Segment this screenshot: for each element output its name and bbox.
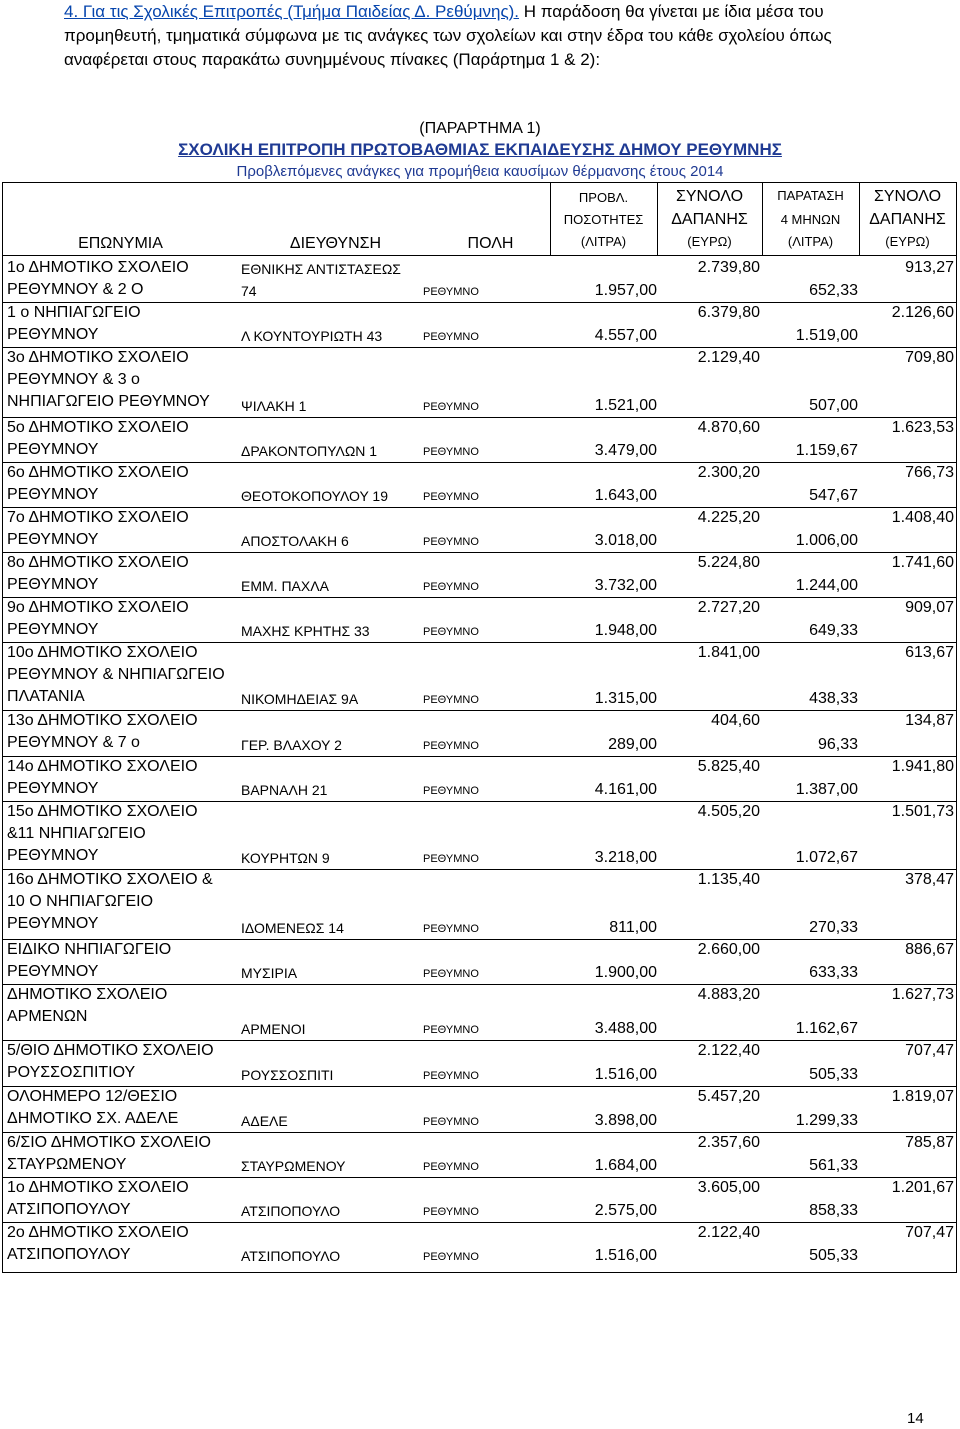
row-extension: 1.519,00 <box>795 327 858 344</box>
row-address-line: ΜΥΣΙΡΙΑ <box>241 965 298 981</box>
header-ext-1: ΠΑΡΑΤΑΣΗ <box>777 188 844 203</box>
row-city: ΡΕΘΥΜΝΟ <box>423 536 479 548</box>
row-name-line: 15ο ΔΗΜΟΤΙΚΟ ΣΧΟΛΕΙΟ <box>7 803 198 820</box>
row-name-line: ΡΕΘΥΜΝΟΥ <box>7 780 99 797</box>
row-address-line: ΘΕΟΤΟΚΟΠΟΥΛΟΥ 19 <box>241 488 388 504</box>
row-cost: 2.727,20 <box>697 599 760 616</box>
header-ext-3: (ΛΙΤΡΑ) <box>787 234 834 249</box>
row-total: 709,80 <box>905 349 954 366</box>
row-cost: 2.739,80 <box>697 259 760 276</box>
row-quantity: 1.643,00 <box>594 487 657 504</box>
row-name-line: ΡΕΘΥΜΝΟΥ <box>7 963 99 980</box>
row-address-line: ΕΜΜ. ΠΑΧΛΑ <box>241 578 329 594</box>
row-cost: 4.505,20 <box>697 803 760 820</box>
row-total: 1.408,40 <box>891 509 954 526</box>
row-quantity: 3.018,00 <box>594 532 657 549</box>
row-total: 1.623,53 <box>891 419 954 436</box>
table-title: ΣΧΟΛΙΚΗ ΕΠΙΤΡΟΠΗ ΠΡΩΤΟΒΑΘΜΙΑΣ ΕΚΠΑΙΔΕΥΣΗΣ ΔΗΜΟΥ ΡΕΘΥΜΝΗΣ <box>178 140 782 159</box>
row-city: ΡΕΘΥΜΝΟ <box>423 446 479 458</box>
row-name-line: ΡΕΘΥΜΝΟΥ <box>7 486 99 503</box>
intro-line-3: αναφέρεται στους παρακάτω συνημμένους πίνακες (Παράρτημα 1 & 2): <box>64 50 601 69</box>
row-name-line: 1 ο ΝΗΠΙΑΓΩΓΕΙΟ <box>7 304 141 321</box>
row-cost: 5.224,80 <box>697 554 760 571</box>
row-cost: 2.129,40 <box>697 349 760 366</box>
header-total-1: ΣΥΝΟΛΟ <box>873 188 942 205</box>
row-quantity: 4.557,00 <box>594 327 657 344</box>
row-cost: 1.135,40 <box>697 871 760 888</box>
row-extension: 1.244,00 <box>795 577 858 594</box>
row-city: ΡΕΘΥΜΝΟ <box>423 923 479 935</box>
row-address-line: ΑΤΣΙΠΟΠΟΥΛΟ <box>241 1203 341 1219</box>
row-name-line: 2ο ΔΗΜΟΤΙΚΟ ΣΧΟΛΕΙΟ <box>7 1224 189 1241</box>
row-name-line: 14ο ΔΗΜΟΤΙΚΟ ΣΧΟΛΕΙΟ <box>7 758 198 775</box>
row-name-line: ΕΙΔΙΚΟ ΝΗΠΙΑΓΩΓΕΙΟ <box>7 941 172 958</box>
row-cost: 4.225,20 <box>697 509 760 526</box>
row-city: ΡΕΘΥΜΝΟ <box>423 740 479 752</box>
row-name-line: 5/ΘΙΟ ΔΗΜΟΤΙΚΟ ΣΧΟΛΕΙΟ <box>7 1042 214 1059</box>
row-cost: 2.122,40 <box>697 1042 760 1059</box>
row-quantity: 3.218,00 <box>594 849 657 866</box>
row-address-line: ΝΙΚΟΜΗΔΕΙΑΣ 9Α <box>241 691 359 707</box>
row-city: ΡΕΘΥΜΝΟ <box>423 694 479 706</box>
row-name-line: 3ο ΔΗΜΟΤΙΚΟ ΣΧΟΛΕΙΟ <box>7 349 189 366</box>
row-address-line: ΚΟΥΡΗΤΩΝ 9 <box>241 850 330 866</box>
row-name-line: ΡΕΘΥΜΝΟΥ & 2 Ο <box>7 281 144 298</box>
row-name-line: ΝΗΠΙΑΓΩΓΕΙΟ ΡΕΘΥΜΝΟΥ <box>7 393 210 410</box>
row-total: 378,47 <box>905 871 954 888</box>
header-qty-1: ΠΡΟΒΛ. <box>578 190 629 205</box>
row-city: ΡΕΘΥΜΝΟ <box>423 1070 479 1082</box>
row-total: 1.819,07 <box>891 1088 954 1105</box>
row-total: 707,47 <box>905 1042 954 1059</box>
row-cost: 2.300,20 <box>697 464 760 481</box>
row-name-line: ΡΕΘΥΜΝΟΥ <box>7 621 99 638</box>
row-total: 909,07 <box>905 599 954 616</box>
row-extension: 1.072,67 <box>795 849 858 866</box>
row-name-line: 7ο ΔΗΜΟΤΙΚΟ ΣΧΟΛΕΙΟ <box>7 509 189 526</box>
row-city: ΡΕΘΥΜΝΟ <box>423 1251 479 1263</box>
row-quantity: 811,00 <box>609 919 657 936</box>
row-extension: 507,00 <box>809 397 858 414</box>
header-address: ΔΙΕΥΘΥΝΣΗ <box>289 235 382 252</box>
row-total: 766,73 <box>905 464 954 481</box>
row-address-line: ΜΑΧΗΣ ΚΡΗΤΗΣ 33 <box>241 623 370 639</box>
row-city: ΡΕΘΥΜΝΟ <box>423 968 479 980</box>
row-quantity: 4.161,00 <box>594 781 657 798</box>
row-extension: 1.159,67 <box>795 442 858 459</box>
row-extension: 1.299,33 <box>795 1112 858 1129</box>
row-name-line: 10ο ΔΗΜΟΤΙΚΟ ΣΧΟΛΕΙΟ <box>7 644 198 661</box>
header-total-3: (ΕΥΡΩ) <box>885 234 930 249</box>
row-cost: 3.605,00 <box>697 1179 760 1196</box>
row-city: ΡΕΘΥΜΝΟ <box>423 581 479 593</box>
row-quantity: 289,00 <box>608 736 657 753</box>
row-extension: 505,33 <box>809 1247 858 1264</box>
row-city: ΡΕΘΥΜΝΟ <box>423 286 479 298</box>
row-name-line: ΑΤΣΙΠΟΠΟΥΛΟΥ <box>7 1201 131 1218</box>
row-quantity: 1.957,00 <box>594 282 657 299</box>
row-cost: 2.357,60 <box>697 1134 760 1151</box>
row-quantity: 1.900,00 <box>594 964 657 981</box>
row-extension: 561,33 <box>809 1157 858 1174</box>
row-address-line: ΑΤΣΙΠΟΠΟΥΛΟ <box>241 1248 341 1264</box>
row-address-line: ΓΕΡ. ΒΛΑΧΟΥ 2 <box>241 737 342 753</box>
row-name-line: 13ο ΔΗΜΟΤΙΚΟ ΣΧΟΛΕΙΟ <box>7 712 198 729</box>
row-address-line: 74 <box>241 283 257 299</box>
row-extension: 1.387,00 <box>795 781 858 798</box>
row-cost: 4.883,20 <box>697 986 760 1003</box>
row-name-line: ΠΛΑΤΑΝΙΑ <box>7 688 85 705</box>
row-quantity: 1.684,00 <box>594 1157 657 1174</box>
row-city: ΡΕΘΥΜΝΟ <box>423 1206 479 1218</box>
row-quantity: 1.516,00 <box>594 1066 657 1083</box>
row-address-line: ΒΑΡΝΑΛΗ 21 <box>241 782 328 798</box>
row-total: 134,87 <box>905 712 954 729</box>
row-quantity: 3.898,00 <box>594 1112 657 1129</box>
row-cost: 5.457,20 <box>697 1088 760 1105</box>
row-quantity: 3.479,00 <box>594 442 657 459</box>
row-address-line: ΑΠΟΣΤΟΛΑΚΗ 6 <box>241 533 349 549</box>
row-cost: 5.825,40 <box>697 758 760 775</box>
row-extension: 858,33 <box>809 1202 858 1219</box>
row-city: ΡΕΘΥΜΝΟ <box>423 1116 479 1128</box>
row-address-line: ΡΟΥΣΣΟΣΠΙΤΙ <box>241 1067 334 1083</box>
row-cost: 404,60 <box>711 712 760 729</box>
header-cost-2: ΔΑΠΑΝΗΣ <box>671 211 748 228</box>
intro-line-2: προμηθευτή, τμηματικά σύμφωνα με τις ανάγκες των σχολείων και στην έδρα του κάθε σχολείου όπως <box>64 26 832 45</box>
header-city: ΠΟΛΗ <box>467 235 514 252</box>
row-name-line: ΔΗΜΟΤΙΚΟ ΣΧΟΛΕΙΟ <box>7 986 168 1003</box>
row-extension: 505,33 <box>809 1066 858 1083</box>
row-city: ΡΕΘΥΜΝΟ <box>423 853 479 865</box>
row-total: 1.501,73 <box>891 803 954 820</box>
row-name-line: 9ο ΔΗΜΟΤΙΚΟ ΣΧΟΛΕΙΟ <box>7 599 189 616</box>
row-extension: 649,33 <box>809 622 858 639</box>
row-extension: 547,67 <box>809 487 858 504</box>
row-address-line: Λ ΚΟΥΝΤΟΥΡΙΩΤΗ 43 <box>241 328 383 344</box>
row-total: 1.201,67 <box>891 1179 954 1196</box>
row-cost: 2.660,00 <box>697 941 760 958</box>
row-cost: 2.122,40 <box>697 1224 760 1241</box>
row-name-line: ΣΤΑΥΡΩΜΕΝΟΥ <box>7 1156 127 1173</box>
row-city: ΡΕΘΥΜΝΟ <box>423 626 479 638</box>
row-name-line: ΡΕΘΥΜΝΟΥ & 7 ο <box>7 734 140 751</box>
row-address-line: ΔΡΑΚΟΝΤΟΠΥΛΩΝ 1 <box>241 443 378 459</box>
row-name-line: ΔΗΜΟΤΙΚΟ ΣΧ. ΑΔΕΛΕ <box>7 1110 179 1127</box>
row-quantity: 1.948,00 <box>594 622 657 639</box>
row-name-line: ΡΕΘΥΜΝΟΥ <box>7 441 99 458</box>
header-cost-3: (ΕΥΡΩ) <box>687 234 732 249</box>
row-name-line: ΡΕΘΥΜΝΟΥ <box>7 576 99 593</box>
table-subtitle: Προβλεπόμενες ανάγκες για προμήθεια καυσίμων θέρμανσης έτους 2014 <box>236 163 724 180</box>
row-name-line: 1ο ΔΗΜΟΤΙΚΟ ΣΧΟΛΕΙΟ <box>7 1179 189 1196</box>
row-quantity: 3.488,00 <box>594 1020 657 1037</box>
row-name-line: 8ο ΔΗΜΟΤΙΚΟ ΣΧΟΛΕΙΟ <box>7 554 189 571</box>
fuel-needs-table <box>2 182 957 1273</box>
row-city: ΡΕΘΥΜΝΟ <box>423 1024 479 1036</box>
row-address-line: ΑΡΜΕΝΟΙ <box>241 1021 306 1037</box>
row-address-line: ΑΔΕΛΕ <box>241 1113 288 1129</box>
row-quantity: 1.516,00 <box>594 1247 657 1264</box>
row-name-line: ΑΤΣΙΠΟΠΟΥΛΟΥ <box>7 1246 131 1263</box>
row-total: 1.941,80 <box>891 758 954 775</box>
row-name-line: ΡΟΥΣΣΟΣΠΙΤΙΟΥ <box>7 1064 136 1081</box>
row-name-line: ΡΕΘΥΜΝΟΥ <box>7 531 99 548</box>
intro-paragraph <box>64 0 944 72</box>
row-name-line: 16ο ΔΗΜΟΤΙΚΟ ΣΧΟΛΕΙΟ & <box>7 871 213 888</box>
row-extension: 633,33 <box>809 964 858 981</box>
row-extension: 1.162,67 <box>795 1020 858 1037</box>
row-name-line: ΡΕΘΥΜΝΟΥ <box>7 915 99 932</box>
header-ext-2: 4 ΜΗΝΩΝ <box>780 212 841 227</box>
row-total: 886,67 <box>905 941 954 958</box>
row-name-line: ΑΡΜΕΝΩΝ <box>7 1008 88 1025</box>
row-name-line: ΡΕΘΥΜΝΟΥ <box>7 326 99 343</box>
annex-label: (ΠΑΡΑΡΤΗΜΑ 1) <box>419 120 541 137</box>
row-quantity: 1.521,00 <box>594 397 657 414</box>
intro-line-1: Η παράδοση θα γίνεται με ίδια μέσα του <box>519 2 824 21</box>
row-city: ΡΕΘΥΜΝΟ <box>423 785 479 797</box>
row-total: 613,67 <box>905 644 954 661</box>
header-name: ΕΠΩΝΥΜΙΑ <box>78 235 163 252</box>
row-extension: 438,33 <box>809 690 858 707</box>
row-address-line: ΙΔΟΜΕΝΕΩΣ 14 <box>241 920 344 936</box>
row-address-line: ΣΤΑΥΡΩΜΕΝΟΥ <box>241 1158 346 1174</box>
row-cost: 6.379,80 <box>697 304 760 321</box>
row-quantity: 2.575,00 <box>594 1202 657 1219</box>
row-extension: 96,33 <box>817 736 858 753</box>
row-name-line: ΡΕΘΥΜΝΟΥ & ΝΗΠΙΑΓΩΓΕΙΟ <box>7 666 225 683</box>
header-cost-1: ΣΥΝΟΛΟ <box>675 188 744 205</box>
row-extension: 270,33 <box>809 919 858 936</box>
row-name-line: ΡΕΘΥΜΝΟΥ & 3 ο <box>7 371 140 388</box>
row-city: ΡΕΘΥΜΝΟ <box>423 491 479 503</box>
row-total: 913,27 <box>905 259 954 276</box>
row-total: 785,87 <box>905 1134 954 1151</box>
row-address-line: ΕΘΝΙΚΗΣ ΑΝΤΙΣΤΑΣΕΩΣ <box>241 261 401 277</box>
row-extension: 652,33 <box>809 282 858 299</box>
row-cost: 4.870,60 <box>697 419 760 436</box>
row-total: 1.741,60 <box>891 554 954 571</box>
row-total: 2.126,60 <box>891 304 954 321</box>
row-name-line: ΡΕΘΥΜΝΟΥ <box>7 847 99 864</box>
row-total: 1.627,73 <box>891 986 954 1003</box>
row-quantity: 3.732,00 <box>594 577 657 594</box>
row-name-line: &11 ΝΗΠΙΑΓΩΓΕΙΟ <box>7 825 146 842</box>
row-city: ΡΕΘΥΜΝΟ <box>423 331 479 343</box>
row-name-line: 6ο ΔΗΜΟΤΙΚΟ ΣΧΟΛΕΙΟ <box>7 464 189 481</box>
row-name-line: 10 Ο ΝΗΠΙΑΓΩΓΕΙΟ <box>7 893 154 910</box>
row-quantity: 1.315,00 <box>594 690 657 707</box>
row-city: ΡΕΘΥΜΝΟ <box>423 401 479 413</box>
row-cost: 1.841,00 <box>697 644 760 661</box>
row-name-line: ΟΛΟΗΜΕΡΟ 12/ΘΕΣΙΟ <box>7 1088 178 1105</box>
row-name-line: 1ο ΔΗΜΟΤΙΚΟ ΣΧΟΛΕΙΟ <box>7 259 189 276</box>
header-qty-2: ΠΟΣΟΤΗΤΕΣ <box>563 212 644 227</box>
header-qty-3: (ΛΙΤΡΑ) <box>580 234 627 249</box>
row-address-line: ΨΙΛΑΚΗ 1 <box>241 398 307 414</box>
row-name-line: 5ο ΔΗΜΟΤΙΚΟ ΣΧΟΛΕΙΟ <box>7 419 189 436</box>
header-total-2: ΔΑΠΑΝΗΣ <box>869 211 946 228</box>
page-number: 14 <box>907 1410 924 1427</box>
row-city: ΡΕΘΥΜΝΟ <box>423 1161 479 1173</box>
row-total: 707,47 <box>905 1224 954 1241</box>
row-name-line: 6/ΣΙΟ ΔΗΜΟΤΙΚΟ ΣΧΟΛΕΙΟ <box>7 1134 211 1151</box>
row-extension: 1.006,00 <box>795 532 858 549</box>
section-link[interactable]: 4. Για τις Σχολικές Επιτροπές (Τμήμα Παιδείας Δ. Ρεθύμνης). <box>64 2 520 21</box>
